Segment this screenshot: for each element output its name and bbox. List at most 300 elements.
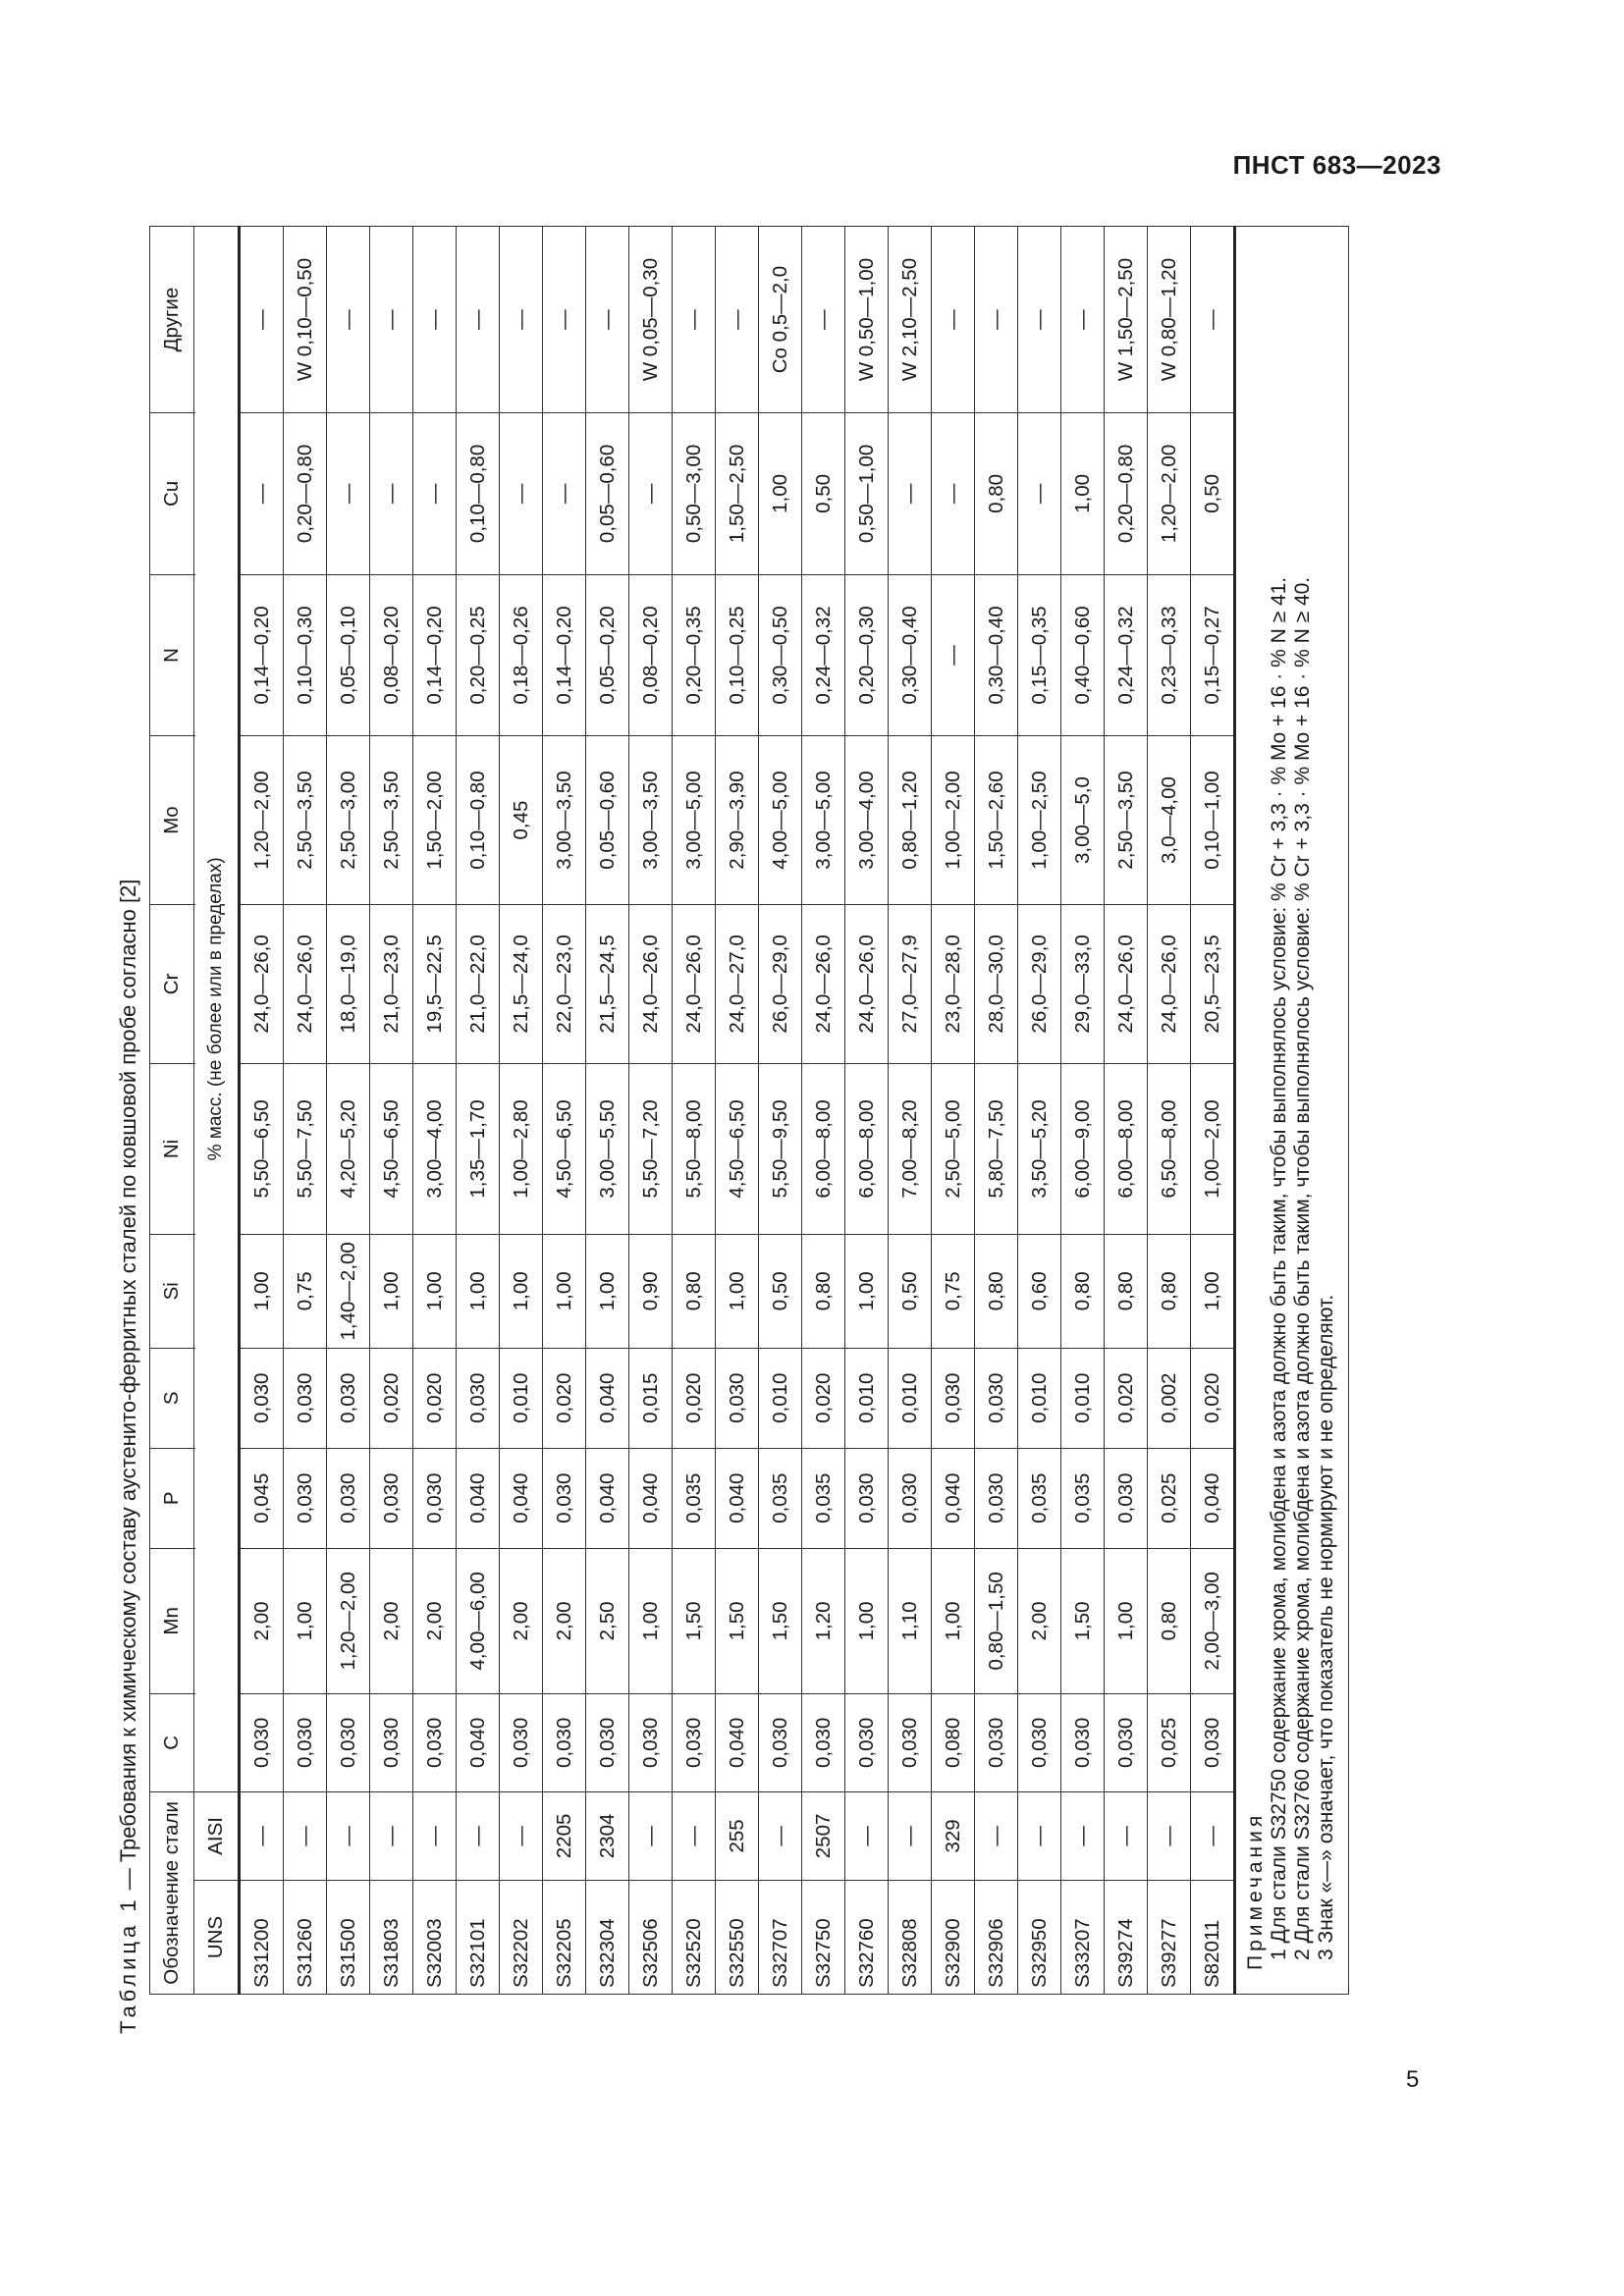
table-row <box>845 227 889 1995</box>
cell-other: W 1,50—2,50 <box>1105 227 1148 413</box>
cell-other: W 0,50—1,00 <box>845 227 889 413</box>
cell-c: 0,030 <box>673 1694 716 1792</box>
cell-s: 0,030 <box>932 1348 975 1448</box>
cell-uns: S32101 <box>457 1881 500 1995</box>
table-row <box>1105 227 1148 1995</box>
cell-n: 0,23—0,33 <box>1148 574 1191 736</box>
cell-c: 0,030 <box>586 1694 629 1792</box>
cell-cu: — <box>327 413 370 575</box>
cell-uns: S32900 <box>932 1881 975 1995</box>
cell-uns: S82011 <box>1191 1881 1235 1995</box>
cell-aisi: — <box>975 1791 1018 1880</box>
cell-si: 1,00 <box>543 1234 586 1348</box>
cell-other: W 0,80—1,20 <box>1148 227 1191 413</box>
rotated-table-area <box>110 226 1428 2034</box>
cell-p: 0,025 <box>1148 1448 1191 1548</box>
cell-uns: S32506 <box>629 1881 673 1995</box>
cell-n: 0,24—0,32 <box>802 574 845 736</box>
cell-ni: 3,00—4,00 <box>413 1064 457 1235</box>
cell-aisi: — <box>457 1791 500 1880</box>
cell-other: — <box>1018 227 1061 413</box>
cell-s: 0,020 <box>673 1348 716 1448</box>
cell-mo: 2,50—3,50 <box>370 736 413 905</box>
table-row <box>413 227 457 1995</box>
cell-ni: 4,50—6,50 <box>716 1064 759 1235</box>
cell-s: 0,020 <box>413 1348 457 1448</box>
header-other: Другие <box>150 227 194 413</box>
table-body <box>240 227 1235 1995</box>
header-p: P <box>150 1448 194 1548</box>
cell-other: — <box>1191 227 1235 413</box>
cell-other: W 0,05—0,30 <box>629 227 673 413</box>
cell-ni: 7,00—8,20 <box>889 1064 932 1235</box>
cell-mn: 1,50 <box>1061 1548 1105 1693</box>
cell-other: — <box>413 227 457 413</box>
cell-p: 0,045 <box>240 1448 284 1548</box>
header-cu: Cu <box>150 413 194 575</box>
cell-other: — <box>457 227 500 413</box>
cell-cu: — <box>500 413 543 575</box>
cell-mo: 1,00—2,00 <box>932 736 975 905</box>
cell-ni: 5,50—7,20 <box>629 1064 673 1235</box>
cell-cu: 0,50 <box>1191 413 1235 575</box>
cell-n: 0,05—0,10 <box>327 574 370 736</box>
cell-mo: 0,45 <box>500 736 543 905</box>
cell-n: 0,08—0,20 <box>370 574 413 736</box>
cell-n: 0,15—0,35 <box>1018 574 1061 736</box>
cell-si: 0,50 <box>759 1234 802 1348</box>
cell-si: 0,80 <box>1061 1234 1105 1348</box>
cell-mn: 2,00 <box>240 1548 284 1693</box>
cell-c: 0,030 <box>1191 1694 1235 1792</box>
cell-c: 0,030 <box>629 1694 673 1792</box>
cell-aisi: 255 <box>716 1791 759 1880</box>
cell-ni: 3,00—5,50 <box>586 1064 629 1235</box>
table-row <box>932 227 975 1995</box>
cell-cr: 21,0—22,0 <box>457 904 500 1063</box>
cell-p: 0,040 <box>629 1448 673 1548</box>
table-row <box>673 227 716 1995</box>
cell-cr: 24,0—26,0 <box>284 904 327 1063</box>
cell-cu: 0,20—0,80 <box>1105 413 1148 575</box>
cell-mo: 3,0—4,00 <box>1148 736 1191 905</box>
header-aisi: AISI <box>194 1791 240 1880</box>
cell-c: 0,030 <box>1105 1694 1148 1792</box>
cell-si: 0,80 <box>1148 1234 1191 1348</box>
cell-other: — <box>802 227 845 413</box>
cell-s: 0,030 <box>284 1348 327 1448</box>
cell-ni: 1,00—2,00 <box>1191 1064 1235 1235</box>
table-row <box>500 227 543 1995</box>
cell-aisi: — <box>629 1791 673 1880</box>
cell-p: 0,035 <box>802 1448 845 1548</box>
cell-aisi: 2507 <box>802 1791 845 1880</box>
cell-s: 0,030 <box>457 1348 500 1448</box>
cell-uns: S32750 <box>802 1881 845 1995</box>
cell-si: 0,75 <box>284 1234 327 1348</box>
cell-mo: 1,50—2,60 <box>975 736 1018 905</box>
cell-aisi: — <box>370 1791 413 1880</box>
cell-aisi: — <box>845 1791 889 1880</box>
cell-cr: 22,0—23,0 <box>543 904 586 1063</box>
cell-uns: S32202 <box>500 1881 543 1995</box>
cell-n: — <box>932 574 975 736</box>
table-row <box>759 227 802 1995</box>
cell-c: 0,040 <box>716 1694 759 1792</box>
cell-mn: 2,00 <box>370 1548 413 1693</box>
header-s: S <box>150 1348 194 1448</box>
header-ni: Ni <box>150 1064 194 1235</box>
cell-n: 0,40—0,60 <box>1061 574 1105 736</box>
cell-p: 0,030 <box>975 1448 1018 1548</box>
cell-s: 0,010 <box>1061 1348 1105 1448</box>
cell-mo: 1,50—2,00 <box>413 736 457 905</box>
cell-p: 0,030 <box>327 1448 370 1548</box>
table-row <box>586 227 629 1995</box>
cell-ni: 4,20—5,20 <box>327 1064 370 1235</box>
cell-cu: 0,50—1,00 <box>845 413 889 575</box>
cell-p: 0,040 <box>1191 1448 1235 1548</box>
cell-mo: 2,90—3,90 <box>716 736 759 905</box>
cell-c: 0,030 <box>240 1694 284 1792</box>
cell-other: — <box>975 227 1018 413</box>
cell-cu: — <box>629 413 673 575</box>
cell-uns: S32205 <box>543 1881 586 1995</box>
cell-c: 0,030 <box>1061 1694 1105 1792</box>
cell-cr: 20,5—23,5 <box>1191 904 1235 1063</box>
cell-mo: 1,20—2,00 <box>240 736 284 905</box>
header-mn: Mn <box>150 1548 194 1693</box>
cell-mn: 1,00 <box>284 1548 327 1693</box>
cell-aisi: — <box>1105 1791 1148 1880</box>
cell-ni: 2,50—5,00 <box>932 1064 975 1235</box>
cell-uns: S32304 <box>586 1881 629 1995</box>
header-uns: UNS <box>194 1881 240 1995</box>
cell-cu: — <box>370 413 413 575</box>
cell-si: 1,00 <box>716 1234 759 1348</box>
table-caption-prefix: Таблица 1 <box>116 1896 140 2034</box>
cell-uns: S31260 <box>284 1881 327 1995</box>
cell-other: — <box>673 227 716 413</box>
cell-mn: 1,00 <box>629 1548 673 1693</box>
cell-other: — <box>1061 227 1105 413</box>
header-designation: Обозначение стали <box>150 1791 194 1994</box>
cell-n: 0,20—0,30 <box>845 574 889 736</box>
cell-other: — <box>327 227 370 413</box>
cell-s: 0,020 <box>1191 1348 1235 1448</box>
cell-mn: 2,00 <box>500 1548 543 1693</box>
cell-mn: 1,20—2,00 <box>327 1548 370 1693</box>
header-si: Si <box>150 1234 194 1348</box>
cell-ni: 5,50—8,00 <box>673 1064 716 1235</box>
cell-ni: 5,50—7,50 <box>284 1064 327 1235</box>
cell-other: — <box>543 227 586 413</box>
cell-s: 0,030 <box>716 1348 759 1448</box>
cell-mn: 1,20 <box>802 1548 845 1693</box>
cell-cu: 1,00 <box>1061 413 1105 575</box>
cell-si: 0,50 <box>889 1234 932 1348</box>
cell-p: 0,040 <box>457 1448 500 1548</box>
cell-n: 0,14—0,20 <box>240 574 284 736</box>
cell-other: — <box>370 227 413 413</box>
chemical-composition-table <box>149 226 1349 1995</box>
cell-c: 0,080 <box>932 1694 975 1792</box>
cell-si: 1,00 <box>240 1234 284 1348</box>
cell-c: 0,030 <box>370 1694 413 1792</box>
cell-uns: S32808 <box>889 1881 932 1995</box>
header-cr: Cr <box>150 904 194 1063</box>
cell-aisi: — <box>759 1791 802 1880</box>
cell-mo: 2,50—3,50 <box>284 736 327 905</box>
cell-mn: 0,80—1,50 <box>975 1548 1018 1693</box>
cell-aisi: — <box>889 1791 932 1880</box>
cell-n: 0,30—0,50 <box>759 574 802 736</box>
cell-si: 1,00 <box>1191 1234 1235 1348</box>
cell-mo: 3,00—3,50 <box>629 736 673 905</box>
cell-c: 0,030 <box>284 1694 327 1792</box>
cell-si: 1,00 <box>586 1234 629 1348</box>
cell-cr: 28,0—30,0 <box>975 904 1018 1063</box>
cell-cr: 24,0—26,0 <box>240 904 284 1063</box>
table-caption-text: — Требования к химическому составу аустенито-ферритных сталей по ковшовой пробе согласно [2] <box>116 879 140 1896</box>
cell-mo: 3,00—5,00 <box>802 736 845 905</box>
cell-n: 0,14—0,20 <box>413 574 457 736</box>
cell-c: 0,030 <box>975 1694 1018 1792</box>
cell-n: 0,14—0,20 <box>543 574 586 736</box>
table-caption <box>110 226 149 2034</box>
cell-cu: — <box>889 413 932 575</box>
cell-mn: 2,50 <box>586 1548 629 1693</box>
cell-mo: 4,00—5,00 <box>759 736 802 905</box>
cell-p: 0,030 <box>543 1448 586 1548</box>
cell-cr: 21,0—23,0 <box>370 904 413 1063</box>
cell-mn: 4,00—6,00 <box>457 1548 500 1693</box>
cell-cu: 0,50 <box>802 413 845 575</box>
cell-si: 0,80 <box>975 1234 1018 1348</box>
cell-cr: 24,0—26,0 <box>845 904 889 1063</box>
note-1: 1 Для стали S32750 содержание хрома, молибдена и азота должно быть таким, чтобы выполнялось условие: % Cr + 3,3 · % Mo + 16 · % N ≥ 41. <box>1268 576 1290 1960</box>
cell-uns: S31200 <box>240 1881 284 1995</box>
cell-cu: 0,05—0,60 <box>586 413 629 575</box>
cell-ni: 5,50—6,50 <box>240 1064 284 1235</box>
cell-mn: 1,50 <box>759 1548 802 1693</box>
cell-ni: 5,80—7,50 <box>975 1064 1018 1235</box>
cell-s: 0,030 <box>975 1348 1018 1448</box>
cell-si: 1,00 <box>413 1234 457 1348</box>
cell-other: — <box>586 227 629 413</box>
cell-uns: S31803 <box>370 1881 413 1995</box>
cell-c: 0,025 <box>1148 1694 1191 1792</box>
cell-cu: — <box>1018 413 1061 575</box>
cell-other: — <box>500 227 543 413</box>
notes-title: Примечания <box>1244 1811 1267 1970</box>
cell-s: 0,010 <box>759 1348 802 1448</box>
cell-uns: S39277 <box>1148 1881 1191 1995</box>
cell-mn: 2,00 <box>413 1548 457 1693</box>
cell-c: 0,030 <box>889 1694 932 1792</box>
cell-uns: S32550 <box>716 1881 759 1995</box>
cell-cr: 24,0—26,0 <box>1148 904 1191 1063</box>
cell-uns: S32707 <box>759 1881 802 1995</box>
cell-cr: 27,0—27,9 <box>889 904 932 1063</box>
cell-si: 0,80 <box>802 1234 845 1348</box>
cell-cr: 18,0—19,0 <box>327 904 370 1063</box>
cell-cr: 19,5—22,5 <box>413 904 457 1063</box>
cell-mn: 1,00 <box>1105 1548 1148 1693</box>
cell-other: W 0,10—0,50 <box>284 227 327 413</box>
cell-uns: S32003 <box>413 1881 457 1995</box>
cell-cr: 24,0—26,0 <box>1105 904 1148 1063</box>
table-row <box>1018 227 1061 1995</box>
cell-uns: S39274 <box>1105 1881 1148 1995</box>
cell-mn: 1,50 <box>716 1548 759 1693</box>
cell-aisi: — <box>1148 1791 1191 1880</box>
cell-ni: 4,50—6,50 <box>370 1064 413 1235</box>
cell-aisi: — <box>413 1791 457 1880</box>
cell-aisi: — <box>673 1791 716 1880</box>
cell-mo: 3,00—3,50 <box>543 736 586 905</box>
cell-c: 0,040 <box>457 1694 500 1792</box>
cell-ni: 6,00—8,00 <box>1105 1064 1148 1235</box>
cell-cr: 21,5—24,5 <box>586 904 629 1063</box>
cell-aisi: 2304 <box>586 1791 629 1880</box>
cell-n: 0,20—0,35 <box>673 574 716 736</box>
cell-si: 1,40—2,00 <box>327 1234 370 1348</box>
cell-mo: 3,00—5,0 <box>1061 736 1105 905</box>
cell-p: 0,030 <box>370 1448 413 1548</box>
cell-cr: 26,0—29,0 <box>759 904 802 1063</box>
cell-ni: 6,00—8,00 <box>845 1064 889 1235</box>
cell-cu: — <box>543 413 586 575</box>
table-row <box>716 227 759 1995</box>
cell-mo: 0,10—1,00 <box>1191 736 1235 905</box>
cell-aisi: — <box>1191 1791 1235 1880</box>
table-row <box>284 227 327 1995</box>
cell-si: 1,00 <box>370 1234 413 1348</box>
cell-mn: 1,10 <box>889 1548 932 1693</box>
cell-mo: 2,50—3,50 <box>1105 736 1148 905</box>
cell-cu: — <box>240 413 284 575</box>
cell-s: 0,010 <box>500 1348 543 1448</box>
cell-s: 0,010 <box>889 1348 932 1448</box>
cell-uns: S32906 <box>975 1881 1018 1995</box>
cell-p: 0,035 <box>673 1448 716 1548</box>
table-notes <box>1235 227 1349 1995</box>
cell-p: 0,035 <box>1018 1448 1061 1548</box>
table-row <box>1191 227 1235 1995</box>
cell-cu: 1,50—2,50 <box>716 413 759 575</box>
cell-mn: 1,00 <box>932 1548 975 1693</box>
cell-n: 0,10—0,30 <box>284 574 327 736</box>
cell-other: — <box>932 227 975 413</box>
cell-si: 1,00 <box>500 1234 543 1348</box>
cell-uns: S33207 <box>1061 1881 1105 1995</box>
cell-uns: S31500 <box>327 1881 370 1995</box>
cell-mo: 3,00—5,00 <box>673 736 716 905</box>
cell-mo: 2,50—3,00 <box>327 736 370 905</box>
header-mo: Mo <box>150 736 194 905</box>
cell-c: 0,030 <box>327 1694 370 1792</box>
cell-other: — <box>716 227 759 413</box>
cell-si: 1,00 <box>457 1234 500 1348</box>
cell-cu: 1,20—2,00 <box>1148 413 1191 575</box>
cell-aisi: — <box>500 1791 543 1880</box>
table-row <box>629 227 673 1995</box>
cell-mo: 1,00—2,50 <box>1018 736 1061 905</box>
cell-cu: 0,80 <box>975 413 1018 575</box>
cell-other: Co 0,5—2,0 <box>759 227 802 413</box>
cell-uns: S32950 <box>1018 1881 1061 1995</box>
cell-cr: 24,0—26,0 <box>629 904 673 1063</box>
cell-s: 0,030 <box>240 1348 284 1448</box>
cell-c: 0,030 <box>413 1694 457 1792</box>
cell-n: 0,08—0,20 <box>629 574 673 736</box>
cell-cr: 21,5—24,0 <box>500 904 543 1063</box>
cell-ni: 6,00—9,00 <box>1061 1064 1105 1235</box>
cell-s: 0,030 <box>327 1348 370 1448</box>
table-row <box>802 227 845 1995</box>
cell-s: 0,015 <box>629 1348 673 1448</box>
cell-aisi: — <box>240 1791 284 1880</box>
cell-ni: 4,50—6,50 <box>543 1064 586 1235</box>
cell-p: 0,040 <box>932 1448 975 1548</box>
cell-c: 0,030 <box>759 1694 802 1792</box>
cell-uns: S32760 <box>845 1881 889 1995</box>
cell-aisi: — <box>284 1791 327 1880</box>
cell-s: 0,020 <box>543 1348 586 1448</box>
cell-c: 0,030 <box>1018 1694 1061 1792</box>
cell-cr: 29,0—33,0 <box>1061 904 1105 1063</box>
cell-cu: 0,20—0,80 <box>284 413 327 575</box>
cell-cr: 26,0—29,0 <box>1018 904 1061 1063</box>
table-row <box>370 227 413 1995</box>
table-row <box>1148 227 1191 1995</box>
cell-si: 0,90 <box>629 1234 673 1348</box>
cell-uns: S32520 <box>673 1881 716 1995</box>
cell-aisi: — <box>1018 1791 1061 1880</box>
cell-si: 0,75 <box>932 1234 975 1348</box>
cell-c: 0,030 <box>500 1694 543 1792</box>
cell-cu: — <box>413 413 457 575</box>
cell-mo: 0,80—1,20 <box>889 736 932 905</box>
cell-n: 0,30—0,40 <box>889 574 932 736</box>
cell-ni: 5,50—9,50 <box>759 1064 802 1235</box>
cell-p: 0,035 <box>1061 1448 1105 1548</box>
cell-mo: 0,10—0,80 <box>457 736 500 905</box>
table-row <box>889 227 932 1995</box>
cell-si: 0,80 <box>673 1234 716 1348</box>
cell-p: 0,030 <box>413 1448 457 1548</box>
cell-n: 0,30—0,40 <box>975 574 1018 736</box>
table-row <box>457 227 500 1995</box>
cell-p: 0,030 <box>284 1448 327 1548</box>
cell-s: 0,010 <box>845 1348 889 1448</box>
cell-n: 0,15—0,27 <box>1191 574 1235 736</box>
cell-c: 0,030 <box>802 1694 845 1792</box>
cell-n: 0,10—0,25 <box>716 574 759 736</box>
note-3: 3 Знак «—» означает, что показатель не нормируют и не определяют. <box>1315 1294 1337 1960</box>
page-number: 5 <box>1406 2066 1420 2093</box>
table-row <box>543 227 586 1995</box>
cell-s: 0,010 <box>1018 1348 1061 1448</box>
cell-cr: 24,0—26,0 <box>673 904 716 1063</box>
header-unit: % масс. (не более или в пределах) <box>194 227 240 1792</box>
cell-ni: 6,00—8,00 <box>802 1064 845 1235</box>
cell-mo: 3,00—4,00 <box>845 736 889 905</box>
cell-mo: 0,05—0,60 <box>586 736 629 905</box>
cell-cu: 0,10—0,80 <box>457 413 500 575</box>
cell-n: 0,18—0,26 <box>500 574 543 736</box>
